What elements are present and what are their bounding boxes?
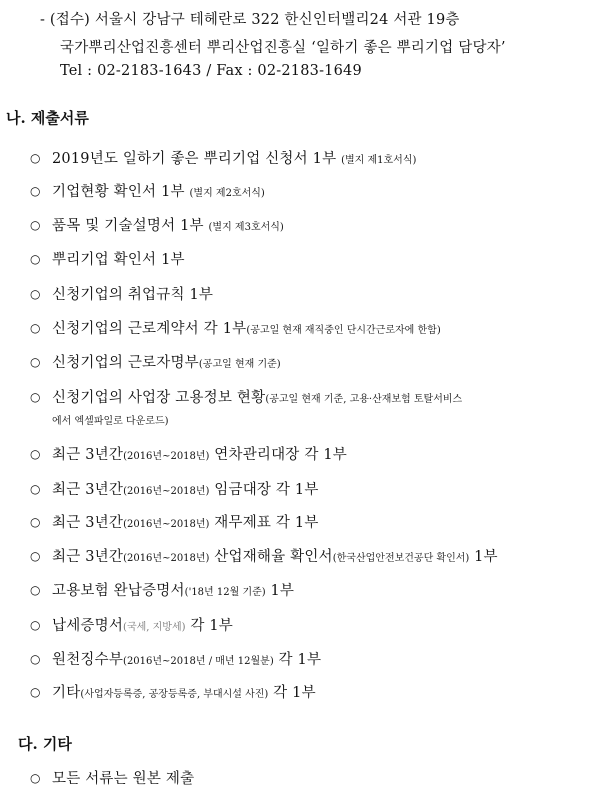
item-text: 기업현황 확인서 1부: [52, 184, 190, 200]
bullet-icon: ○: [30, 482, 41, 496]
item-text: 최근 3년간: [52, 447, 124, 463]
bullet-icon: ○: [30, 771, 41, 785]
item-note: (국세, 지방세): [123, 622, 186, 633]
list-item: [30, 511, 319, 532]
item-text: 뿌리기업 확인서 1부: [52, 252, 185, 268]
item-text: 재무제표 각 1부: [209, 515, 319, 531]
item-note: (공고일 현재 기준): [198, 359, 281, 370]
bullet-icon: ○: [30, 583, 41, 597]
item-note: (공고일 현재 재직중인 단시간근로자에 한함): [246, 325, 441, 336]
bullet-icon: ○: [30, 355, 41, 369]
item-note: (2016년~2018년): [123, 519, 210, 530]
submission-center: 국가뿌리산업진흥센터 뿌리산업진흥실 ‘일하기 좋은 뿌리기업 담당자’: [60, 40, 506, 56]
bullet-icon: ○: [30, 151, 41, 165]
bullet-icon: ○: [30, 184, 41, 198]
item-note: (사업자등록증, 공장등록증, 부대시설 사진): [80, 689, 269, 700]
item-text: 품목 및 기술설명서 1부: [52, 218, 209, 234]
submission-contact: Tel : 02-2183-1643 / Fax : 02-2183-1649: [60, 63, 362, 79]
section-heading-other: 다. 기타: [18, 735, 72, 753]
item-text: 산업재해율 확인서: [209, 549, 333, 565]
list-item: [30, 283, 213, 304]
item-text: 모든 서류는 원본 제출: [52, 771, 195, 787]
bullet-icon: ○: [30, 218, 41, 232]
item-text: 신청기업의 근로자명부: [52, 355, 199, 371]
item-text: 원천징수부: [52, 652, 124, 668]
list-item: [30, 214, 284, 235]
section-heading-documents: 나. 제출서류: [6, 109, 89, 127]
item-text: 각 1부: [268, 685, 316, 701]
item-text: 각 1부: [273, 652, 322, 668]
item-note: (2016년~2018년): [123, 486, 210, 497]
bullet-icon: ○: [30, 515, 41, 529]
bullet-icon: ○: [30, 549, 41, 563]
item-text: 1부: [265, 583, 295, 599]
item-note: (2016년~2018년 / 매년 12월분): [123, 656, 274, 667]
submission-address: - (접수) 서울시 강남구 테헤란로 322 한신인터밸리24 서관 19층: [40, 12, 460, 28]
bullet-icon: ○: [30, 618, 41, 632]
bullet-icon: ○: [30, 287, 41, 301]
list-item: [30, 180, 265, 201]
list-item: [30, 443, 347, 464]
item-text: 납세증명서: [52, 618, 124, 634]
item-text: 연차관리대장 각 1부: [209, 447, 347, 463]
list-item: [30, 545, 498, 566]
bullet-icon: ○: [30, 321, 41, 335]
item-text: 신청기업의 사업장 고용정보 현황: [52, 390, 266, 406]
bullet-icon: ○: [30, 447, 41, 461]
item-text: 2019년도 일하기 좋은 뿌리기업 신청서 1부: [52, 151, 342, 167]
item-text: 최근 3년간: [52, 549, 124, 565]
list-item: [30, 147, 416, 168]
list-item: [30, 351, 281, 372]
item-note-continuation: 에서 엑셀파일로 다운로드): [52, 416, 169, 427]
bullet-icon: ○: [30, 252, 41, 266]
bullet-icon: ○: [30, 685, 41, 699]
list-item: [30, 614, 233, 635]
item-note: (공고일 현재 기준, 고용·산재보험 토탈서비스: [265, 394, 463, 405]
item-note: (2016년~2018년): [123, 553, 210, 564]
item-text: 고용보험 완납증명서: [52, 583, 185, 599]
item-text: 신청기업의 근로계약서 각 1부: [52, 321, 247, 337]
bullet-icon: ○: [30, 652, 41, 666]
item-text: 기타: [52, 685, 81, 701]
list-item: [30, 767, 194, 788]
list-item: [30, 648, 321, 669]
item-text: 임금대장 각 1부: [209, 482, 319, 498]
item-note: (별지 제1호서식): [341, 155, 417, 166]
list-item: [30, 317, 441, 338]
list-item: [30, 478, 319, 499]
item-text: 최근 3년간: [52, 515, 124, 531]
bullet-icon: ○: [30, 390, 41, 404]
list-item: [30, 386, 462, 407]
item-note: (별지 제2호서식): [189, 188, 265, 199]
item-text: 신청기업의 취업규칙 1부: [52, 287, 214, 303]
item-text: 최근 3년간: [52, 482, 124, 498]
item-note: (한국산업안전보건공단 확인서): [332, 553, 470, 564]
list-item: [30, 681, 316, 702]
item-note: ('18년 12월 기준): [184, 587, 266, 598]
list-item: [30, 579, 294, 600]
item-note: (2016년~2018년): [123, 451, 210, 462]
item-text: 각 1부: [185, 618, 233, 634]
item-text: 1부: [469, 549, 498, 565]
item-note: (별지 제3호서식): [208, 222, 284, 233]
list-item: [30, 248, 185, 269]
